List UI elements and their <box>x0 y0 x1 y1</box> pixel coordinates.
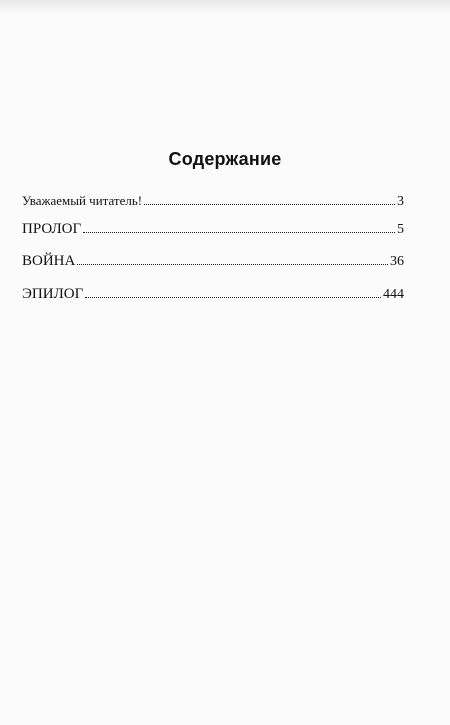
dot-leader <box>77 263 388 265</box>
page-edge-shadow <box>0 0 450 14</box>
toc-entry-label: Уважаемый читатель! <box>22 193 143 208</box>
toc-entry-label: ПРОЛОГ <box>22 221 82 237</box>
toc-entry-label: ЭПИЛОГ <box>22 286 84 302</box>
dot-leader <box>144 203 395 205</box>
toc-entry-page: 3 <box>397 194 404 209</box>
page-title: Содержание <box>168 149 282 169</box>
toc-entry-page: 36 <box>390 254 404 269</box>
toc-entry-page: 5 <box>397 222 404 237</box>
toc-entry[interactable] <box>22 221 404 238</box>
toc-entry[interactable] <box>22 286 404 303</box>
toc-entry-page: 444 <box>383 287 404 302</box>
toc-entry[interactable] <box>22 193 404 210</box>
dot-leader <box>85 296 381 298</box>
toc-entry-label: ВОЙНА <box>22 253 76 269</box>
dot-leader <box>83 231 395 233</box>
toc-entry[interactable] <box>22 253 404 270</box>
